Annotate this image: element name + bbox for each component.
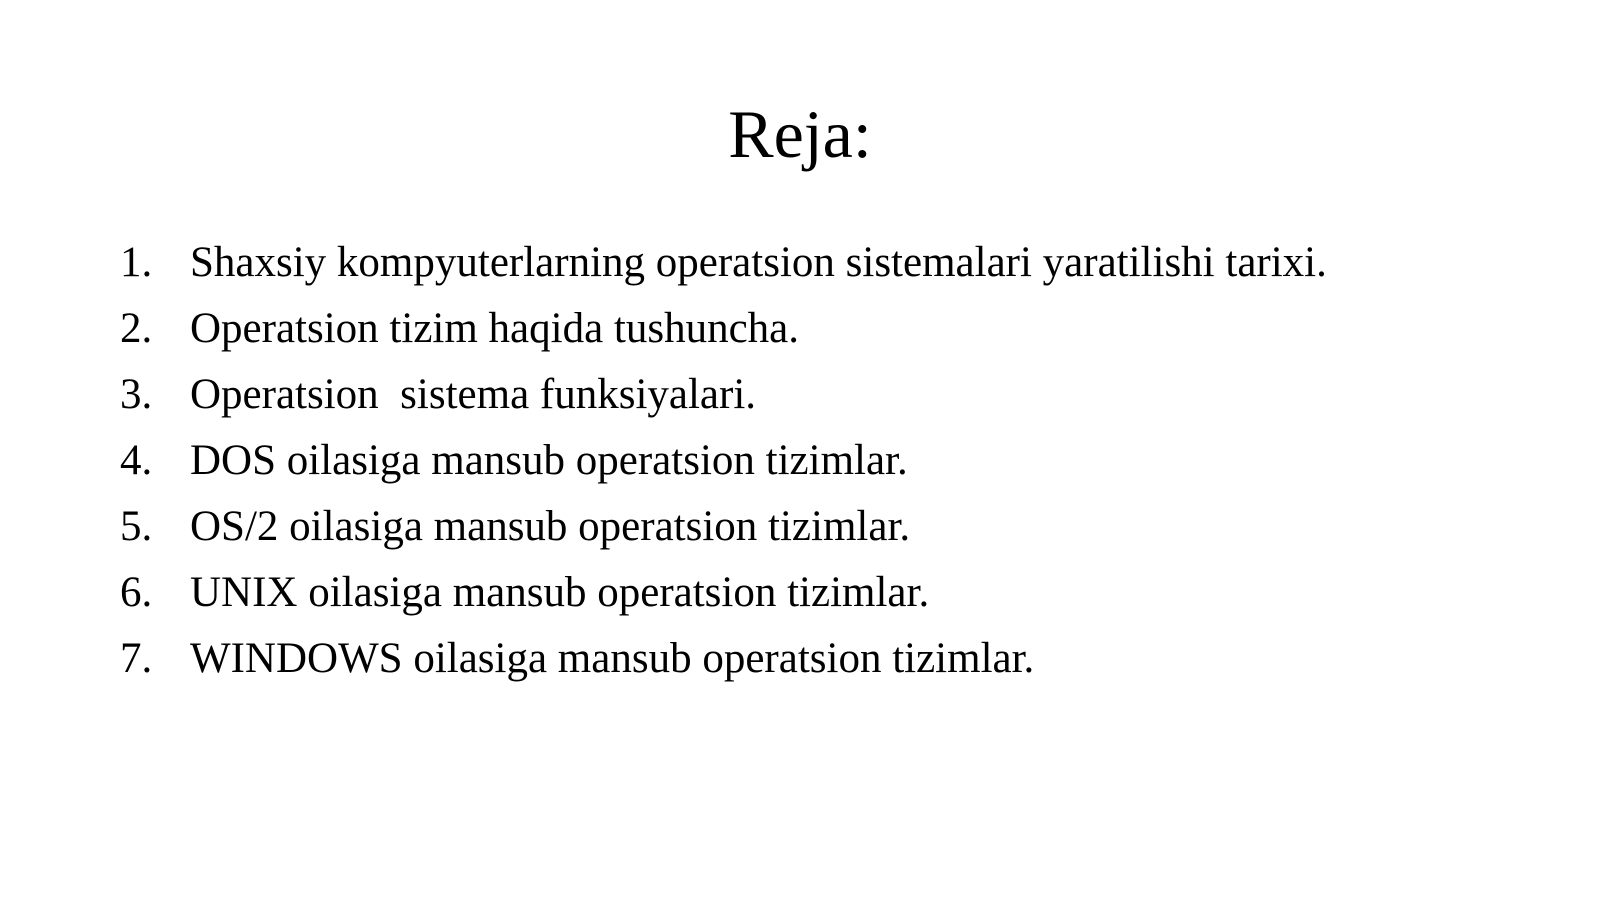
list-item-number: 2. <box>120 305 153 352</box>
list-item-text: Operatsion sistema funksiyalari. <box>190 371 757 418</box>
list-item <box>120 238 1360 288</box>
list-item-text: Operatsion tizim haqida tushuncha. <box>190 305 800 352</box>
list-item-number: 5. <box>120 503 153 550</box>
list-item <box>120 568 1360 618</box>
list-item-text: OS/2 oilasiga mansub operatsion tizimlar. <box>190 503 911 550</box>
list-item-number: 3. <box>120 371 153 418</box>
list-item-text: Shaxsiy kompyuterlarning operatsion sistemalari yaratilishi tarixi. <box>190 239 1327 286</box>
list-item-text: UNIX oilasiga mansub operatsion tizimlar. <box>190 569 930 616</box>
list-item-text: DOS oilasiga mansub operatsion tizimlar. <box>190 437 908 484</box>
list-item-number: 4. <box>120 437 153 484</box>
list-item-number: 1. <box>120 239 153 286</box>
list-item <box>120 502 1360 552</box>
list-item <box>120 304 1360 354</box>
list-item <box>120 436 1360 486</box>
list-item <box>120 634 1360 684</box>
list-item-number: 7. <box>120 635 153 682</box>
slide-title: Reja: <box>728 96 872 172</box>
list-item-number: 6. <box>120 569 153 616</box>
list-item <box>120 370 1360 420</box>
list-item-text: WINDOWS oilasiga mansub operatsion tizimlar. <box>190 635 1035 682</box>
agenda-list <box>120 238 1360 700</box>
